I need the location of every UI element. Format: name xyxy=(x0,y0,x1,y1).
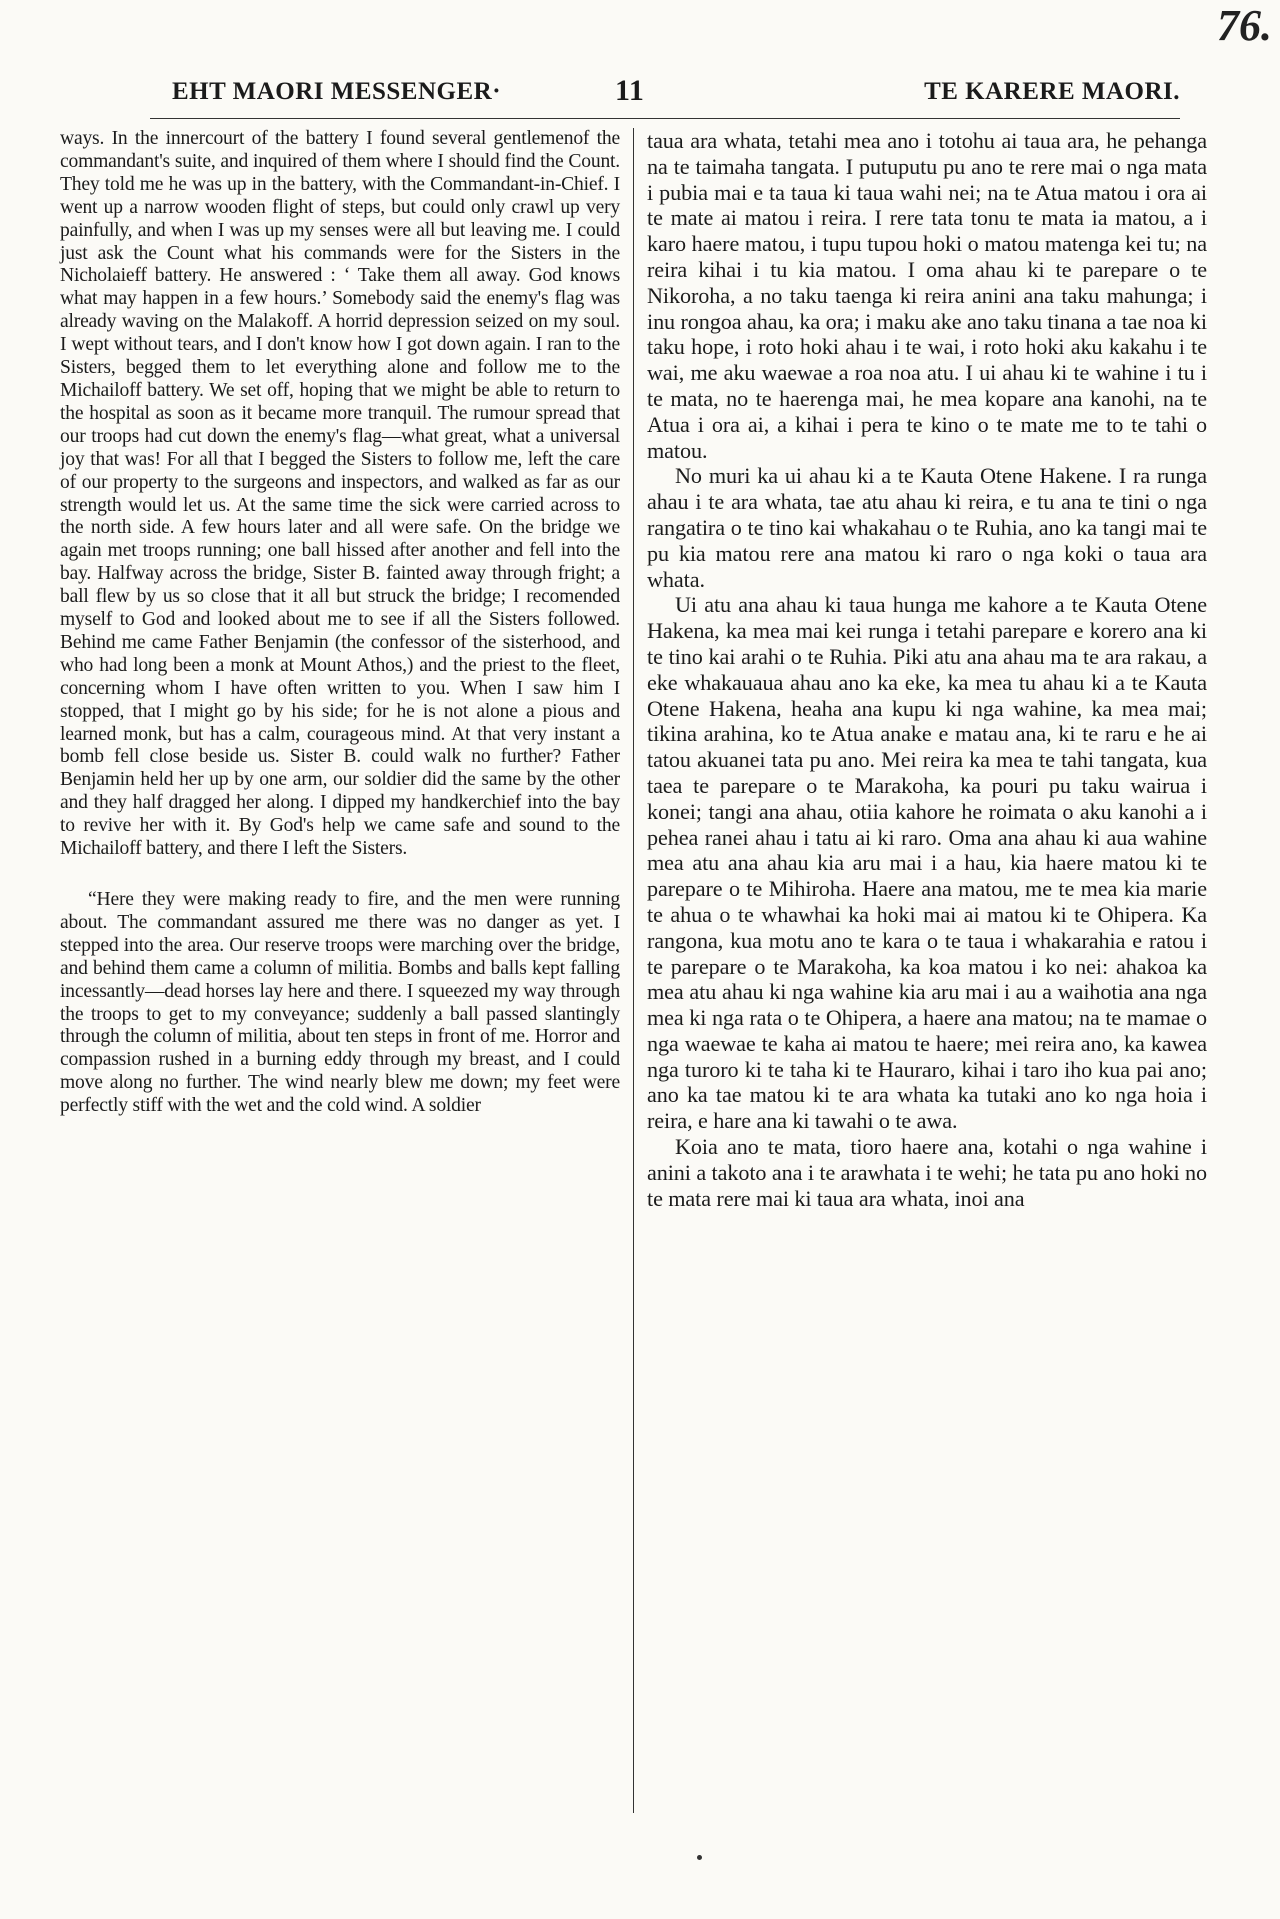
header-maori-title: TE KARERE MAORI. xyxy=(924,78,1180,105)
column-divider xyxy=(633,128,634,1813)
header-english-title: EHT MAORI MESSENGER· xyxy=(172,78,502,105)
english-paragraph-1: ways. In the innercourt of the battery I found several gentlemenof the commandant's suite, and inquired of them where I should find the Count. They told me he was up in the battery, with the Commandant-in-Chief. I went up a narrow wooden flight of steps, but could only crawl up very painfully, and when I was up my senses were all but leaving me. I could just ask the Count what his commands were for the Sisters in the Nicholaieff battery. He answered : ‘ Take them all away. God knows what may happen in a few hours.’ Somebody said the enemy's flag was already waving on the Malakoff. A horrid depression seized on my soul. I wept without tears, and I don't know how I got down again. I ran to the Sisters, begged them to let everything alone and follow me to the Michailoff battery. We set off, hoping that we might be able to return to the hospital as soon as it became more tranquil. The rumour spread that our troops had cut down the enemy's flag—what great, what a universal joy that was! For all that I begged the Sisters to follow me, left the care of our property to the surgeons and inspectors, and walked as far as our strength would let us. At the same time the sick were carried across to the north side. A few hours later and all were safe. On the bridge we again met troops running; one ball hissed after another and fell into the bay. Halfway across the bridge, Sister B. fainted away through fright; a ball flew by us so close that it all but struck the bridge; I recomended myself to God and looked about me to see if all the Sisters followed. Behind me came Father Benjamin (the confessor of the sisterhood, and who had long been a monk at Mount Athos,) and the priest to the fleet, concerning whom I have often written to you. When I saw him I stopped, that I might go by his side; for he is not alone a pious and learned monk, but has a calm, courageous mind. At that very instant a bomb fell close beside us. Sister B. could walk no further? Father Benjamin held her up by one arm, our soldier did the same by the other and they half dragged her along. I dipped my handkerchief into the bay to revive her with it. By God's help we came safe and sound to the Michailoff battery, and there I left the Sisters. xyxy=(60,128,620,860)
maori-column xyxy=(647,128,1207,1211)
page-number: 76. xyxy=(1217,1,1272,50)
header-issue-number: 11 xyxy=(615,74,645,107)
maori-paragraph-3: Ui atu ana ahau ki taua hunga me kahore a te Kauta Otene Hakena, ka mea mai kei runga i tetahi parepare e korero ana ki te tino kai arahi o te Ruhia. Piki atu ana ahau ma te ara rakau, a eke whakauaua ahau ano ka eke, ka mea tu ahau ki a te Kauta Otene Hakena, heaha ana kupu ki nga wahine, ka mea mai; tikina arahina, ko te Atua anake e matau ana, ki te raru e he ai tatou akuanei tata pu ano. Mei reira ka mea te tahi tangata, kua taea te parepare o te Marakoha, ka pouri pu taku wairua i konei; tangi ana ahau, otiia kahore he roimata o aku kanohi a i pehea ranei ahau i tatu ai ki raro. Oma ana ahau ki aua wahine mea atu ana ahau kia aru mai i a hau, kia haere matou ki te parepare o te Mihiroha. Haere ana matou, me te mea kia marie te ahua o te whawhai ka hoki mai ai matou ki te Ohipera. Ka rangona, kua motu ano te kara o te taua i whakarahia e ratou i te parepare o te Marakoha, ka koa matou i ko nei: ahakoa ka mea atu ahau ki nga wahine kia aru mai i au a waihotia ana nga mea ki nga rata o te Ohipera, a haere ana matou; na te mamae o nga waewae te kaha ai matou te haere; mei reira ano, ka kawea nga turoro ki te taha ki te Hauraro, kihai i taro iho kua pai ano; ano ka tae matou ki te ara whata ka tutaki ano ko nga hoia i reira, e hare ana ki tawahi o te awa. xyxy=(647,592,1207,1134)
english-column xyxy=(60,128,620,1118)
header-rule xyxy=(150,118,1180,119)
maori-paragraph-2: No muri ka ui ahau ki a te Kauta Otene Hakene. I ra runga ahau i te ara whata, tae atu ahau ki reira, e tu ana te tini o nga rangatira o te tino kai whakahau o te Ruhia, ano ka tangi mai te pu kia matou rere ana matou ki raro o nga koki o taua ara whata. xyxy=(647,463,1207,592)
english-paragraph-2: “Here they were making ready to fire, and the men were running about. The commandant assured me there was no danger as yet. I stepped into the area. Our reserve troops were marching over the bridge, and behind them came a column of militia. Bombs and balls kept falling incessantly—dead horses lay here and there. I squeezed my way through the troops to get to my conveyance; suddenly a ball passed slantingly through the column of militia, about ten steps in front of me. Horror and compassion rushed in a burning eddy through my breast, and I could move along no further. The wind nearly blew me down; my feet were perfectly stiff with the wet and the cold wind. A soldier xyxy=(60,889,620,1117)
page-header xyxy=(150,70,1180,110)
ink-speck xyxy=(697,1855,702,1860)
maori-paragraph-4: Koia ano te mata, tioro haere ana, kotahi o nga wahine i anini a takoto ana i te arawhata i te wehi; he tata pu ano hoki no te mata rere mai ki taua ara whata, inoi ana xyxy=(647,1134,1207,1211)
maori-paragraph-1: taua ara whata, tetahi mea ano i totohu ai taua ara, he pehanga na te taimaha tangata. I putuputu pu ano te rere mai o nga mata i pubia mai e ta taua ki taua wahi nei; na te Atua matou i ora ai te mate ai matou i reira. I rere tata tonu te mata ia matou, a i karo haere matou, i tupu tupou hoki o matou matenga kei tu; na reira kihai i tu kia matou. I oma ahau ki te parepare o te Nikoroha, a no taku taenga ki reira anini ana taku mahunga; i inu rongoa ahau, ka ora; i maku ake ano taku tinana a tae noa ki taku hope, i roto hoki ahau i te wai, i roto hoki aku kakahu i te wai, me aku waewae a roa noa atu. I ui ahau ki te wahine i tu i te mata, no te haerenga mai, he mea kopare ana kanohi, na te Atua i ora ai, a kihai i pera te kino o te mate me to te tahi o matou. xyxy=(647,128,1207,463)
